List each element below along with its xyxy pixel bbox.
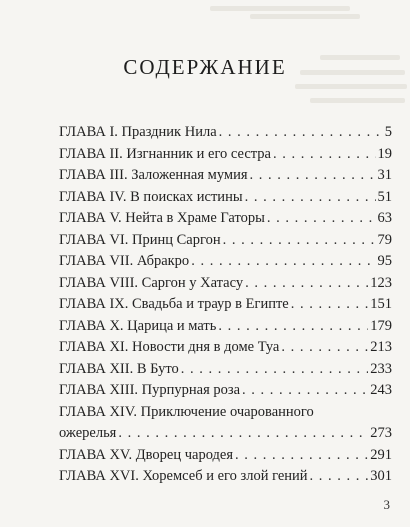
toc-entry-page: 151	[370, 296, 392, 312]
toc-entry	[59, 316, 392, 338]
toc-entry	[59, 273, 392, 295]
toc-entry-title: ГЛАВА VII. Абракро	[59, 253, 190, 269]
toc-entry	[59, 337, 392, 359]
toc-entry-title: ГЛАВА IV. В поисках истины	[59, 188, 243, 205]
toc-leader-dots	[191, 251, 375, 273]
toc-entry-title: ГЛАВА XV. Дворец чародея	[59, 446, 234, 463]
toc-leader-dots	[219, 122, 383, 144]
toc-entry-title: ГЛАВА X. Царица и мать	[59, 317, 217, 334]
toc-entry-continuation	[59, 423, 392, 445]
toc-entry-page: 51	[377, 188, 392, 205]
toc-entry	[59, 359, 392, 381]
toc-entry-title: ГЛАВА II. Изгнанник и его сестра	[59, 145, 271, 162]
toc-entry	[59, 445, 392, 467]
page-number: 3	[383, 497, 390, 512]
toc-entry	[59, 402, 392, 424]
toc-leader-dots	[310, 466, 369, 488]
toc-entry-title: ГЛАВА XIII. Пурпурная роза	[59, 382, 241, 398]
toc-leader-dots	[223, 230, 376, 252]
page-title: СОДЕРЖАНИЕ	[123, 55, 287, 80]
toc-entry	[59, 294, 392, 316]
toc-entry-title: ГЛАВА VIII. Саргон у Хатасу	[59, 274, 244, 291]
toc-entry	[59, 380, 392, 402]
toc-leader-dots	[218, 316, 368, 338]
toc-entry-page: 213	[370, 339, 392, 355]
toc-leader-dots	[291, 294, 369, 316]
toc-leader-dots	[245, 187, 376, 209]
toc-entry-page: 19	[377, 145, 392, 162]
toc-entry-title: ГЛАВА XI. Новости дня в доме Туа	[59, 339, 280, 355]
toc-leader-dots	[250, 165, 376, 187]
toc-entry	[59, 230, 392, 252]
toc-leader-dots	[118, 423, 368, 445]
toc-leader-dots	[281, 337, 368, 359]
toc-entry-page: 233	[370, 360, 392, 377]
toc-entry	[59, 144, 392, 166]
toc-entry-page: 243	[370, 382, 392, 398]
toc-leader-dots	[235, 445, 368, 467]
toc-entry	[59, 122, 392, 144]
toc-entry-title: ГЛАВА XIV. Приключение очарованного	[59, 403, 314, 420]
toc-leader-dots	[181, 359, 369, 381]
table-of-contents	[59, 122, 392, 488]
toc-leader-dots	[267, 208, 376, 230]
toc-entry-page: 291	[370, 446, 392, 463]
toc-entry-title: ГЛАВА XVI. Хоремсеб и его злой гений	[59, 468, 308, 484]
toc-entry-title-continued: ожерелья	[59, 425, 117, 441]
toc-entry-page: 31	[377, 167, 392, 183]
toc-entry-title: ГЛАВА VI. Принц Саргон	[59, 231, 221, 248]
toc-entry-page: 123	[370, 274, 392, 291]
toc-entry-title: ГЛАВА IX. Свадьба и траур в Египте	[59, 296, 289, 312]
toc-entry-page: 301	[370, 468, 392, 484]
toc-entry-page: 5	[384, 124, 392, 140]
toc-entry-title: ГЛАВА III. Заложенная мумия	[59, 167, 248, 183]
toc-entry	[59, 466, 392, 488]
toc-entry-page: 63	[377, 210, 392, 226]
toc-entry-page: 79	[377, 231, 392, 248]
toc-leader-dots	[245, 273, 368, 295]
toc-entry	[59, 187, 392, 209]
toc-entry	[59, 165, 392, 187]
toc-entry	[59, 208, 392, 230]
toc-entry	[59, 251, 392, 273]
toc-entry-title: ГЛАВА XII. В Буто	[59, 360, 179, 377]
toc-leader-dots	[273, 144, 376, 166]
toc-entry-page: 273	[370, 425, 392, 441]
toc-leader-dots	[242, 380, 368, 402]
toc-entry-page: 179	[370, 317, 392, 334]
toc-entry-page: 95	[377, 253, 392, 269]
toc-entry-title: ГЛАВА I. Праздник Нила	[59, 124, 217, 140]
toc-entry-title: ГЛАВА V. Нейта в Храме Гаторы	[59, 210, 265, 226]
